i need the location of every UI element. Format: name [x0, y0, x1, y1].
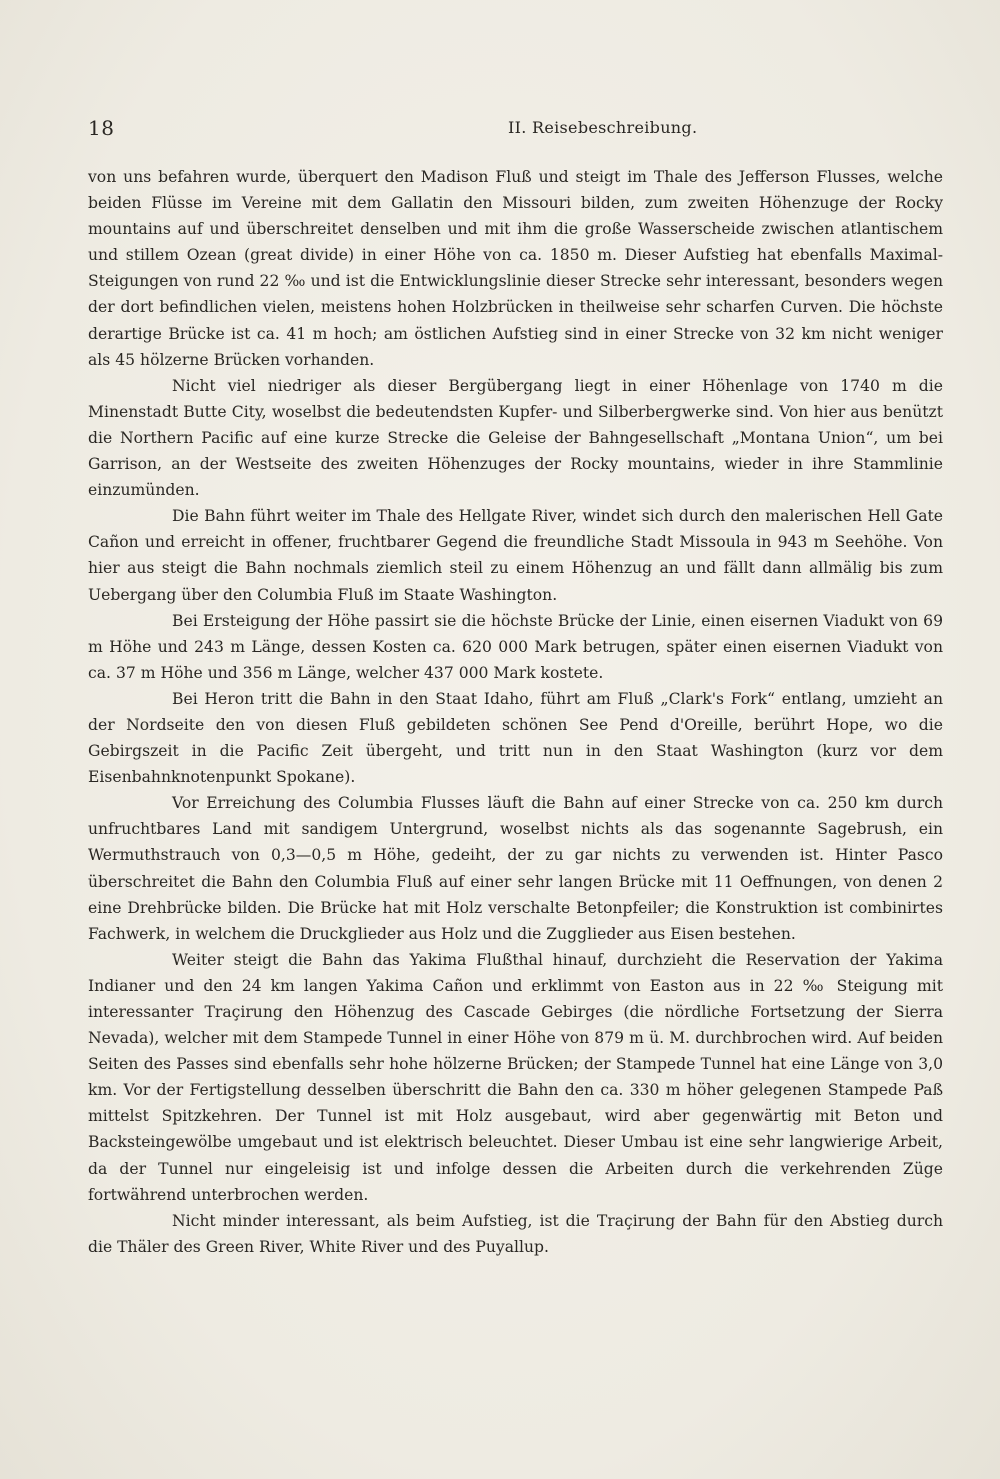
- paragraph: Weiter steigt die Bahn das Yakima Flußthal hinauf, durchzieht die Reservation der Yakima Indianer und den 24 km langen Yakima Cañon und erklimmt von Easton aus in 22 ‰ Steigung mit interessanter Traçirung den Höhenzug des Cascade Gebirges (die nördliche Fortsetzung der Sierra Nevada), welcher mit dem Stampede Tunnel in einer Höhe von 879 m ü. M. durchbrochen wird. Auf beiden Seiten des Passes sind ebenfalls sehr hohe hölzerne Brücken; der Stampede Tunnel hat eine Länge von 3,0 km. Vor der Fertigstellung desselben überschritt die Bahn den ca. 330 m höher gelegenen Stampede Paß mittelst Spitzkehren. Der Tunnel ist mit Holz ausgebaut, wird aber gegenwärtig mit Beton und Backsteingewölbe umgebaut und ist elektrisch beleuchtet. Dieser Umbau ist eine sehr langwierige Arbeit, da der Tunnel nur eingeleisig ist und infolge dessen die Arbeiten durch die verkehrenden Züge fortwährend unterbrochen werden.: [88, 950, 943, 1204]
- paragraph: Vor Erreichung des Columbia Flusses läuft die Bahn auf einer Strecke von ca. 250 km durch unfruchtbares Land mit sandigem Untergrund, woselbst nichts als das sogenannte Sagebrush, ein Wermuthstrauch von 0,3—0,5 m Höhe, gedeiht, der zu gar nichts zu verwenden ist. Hinter Pasco überschreitet die Bahn den Columbia Fluß auf einer sehr langen Brücke mit 11 Oeffnungen, von denen 2 eine Drehbrücke bilden. Die Brücke hat mit Holz verschalte Betonpfeiler; die Konstruktion ist combinirtes Fachwerk, in welchem die Druckglieder aus Holz und die Zugglieder aus Eisen bestehen.: [88, 794, 943, 943]
- paragraph: Bei Heron tritt die Bahn in den Staat Idaho, führt am Fluß „Clark's Fork“ entlang, umzieht an der Nordseite den von diesen Fluß gebildeten schönen See Pend d'Oreille, berührt Hope, wo die Gebirgszeit in die Pacific Zeit übergeht, und tritt nun in den Staat Washington (kurz vor dem Eisenbahnknotenpunkt Spokane).: [88, 689, 943, 787]
- page-header: [88, 112, 918, 142]
- paragraph: Bei Ersteigung der Höhe passirt sie die höchste Brücke der Linie, einen eisernen Viadukt von 69 m Höhe und 243 m Länge, dessen Kosten ca. 620 000 Mark betrugen, später einen eisernen Viadukt von ca. 37 m Höhe und 356 m Länge, welcher 437 000 Mark kostete.: [88, 611, 943, 682]
- paragraph: Nicht minder interessant, als beim Aufstieg, ist die Traçirung der Bahn für den Abstieg durch die Thäler des Green River, White River und des Puyallup.: [88, 1211, 943, 1256]
- paragraph: Nicht viel niedriger als dieser Bergübergang liegt in einer Höhenlage von 1740 m die Minenstadt Butte City, woselbst die bedeutendsten Kupfer- und Silberbergwerke sind. Von hier aus benützt die Northern Pacific auf eine kurze Strecke die Geleise der Bahngesellschaft „Montana Union“, um bei Garrison, an der Westseite des zweiten Höhenzuges der Rocky mountains, wieder in ihre Stammlinie einzumünden.: [88, 376, 943, 500]
- running-head: II. Reisebeschreibung.: [508, 118, 698, 137]
- body-text: [88, 164, 943, 1260]
- page-number: 18: [88, 116, 115, 140]
- paragraph: von uns befahren wurde, überquert den Madison Fluß und steigt im Thale des Jefferson Flusses, welche beiden Flüsse im Vereine mit dem Gallatin den Missouri bilden, zum zweiten Höhenzuge der Rocky mountains auf und überschreitet denselben und mit ihm die große Wasserscheide zwischen atlantischem und stillem Ozean (great divide) in einer Höhe von ca. 1850 m. Dieser Aufstieg hat ebenfalls Maximal-Steigungen von rund 22 ‰ und ist die Entwicklungslinie dieser Strecke sehr interessant, besonders wegen der dort befindlichen vielen, meistens hohen Holzbrücken in theilweise sehr scharfen Curven. Die höchste derartige Brücke ist ca. 41 m hoch; am östlichen Aufstieg sind in einer Strecke von 32 km nicht weniger als 45 hölzerne Brücken vorhanden.: [88, 168, 943, 369]
- paragraph: Die Bahn führt weiter im Thale des Hellgate River, windet sich durch den malerischen Hell Gate Cañon und erreicht in offener, fruchtbarer Gegend die freundliche Stadt Missoula in 943 m Seehöhe. Von hier aus steigt die Bahn nochmals ziemlich steil zu einem Höhenzug an und fällt dann allmälig bis zum Uebergang über den Columbia Fluß im Staate Washington.: [88, 507, 943, 604]
